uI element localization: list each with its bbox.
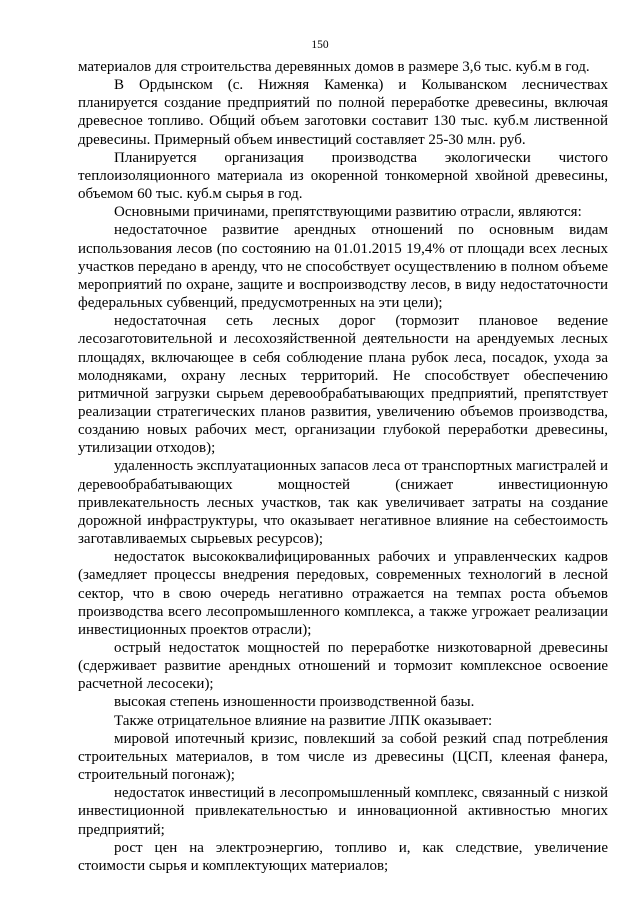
paragraph: Планируется организация производства экологически чистого теплоизоляционного материала из окоренной тонкомерной хвойной древесины, объемом 60 тыс. куб.м сырья в год. xyxy=(78,149,608,203)
page-number: 150 xyxy=(311,39,329,51)
paragraph: материалов для строительства деревянных домов в размере 3,6 тыс. куб.м в год. xyxy=(78,59,590,75)
list-item: высокая степень изношенности производственной базы. xyxy=(114,694,475,711)
list-item: рост цен на электроэнергию, топливо и, как следствие, увеличение стоимости сырья и комплектующих материалов; xyxy=(78,839,608,874)
list-item: недостаточное развитие арендных отношений по основным видам использования лесов (по состоянию на 01.01.2015 19,4% от площади всех лесных участков передано в аренду, что не способствует осуществлению в полном объеме мероприятий по охране, защите и воспроизводству лесов, в виду недостаточности федеральных субвенций, предусмотренных на эти цели); xyxy=(78,222,608,312)
list-item: недостаток инвестиций в лесопромышленный комплекс, связанный с низкой инвестиционной привлекательностью и инновационной активностью многих предприятий; xyxy=(78,785,608,838)
list-item: мировой ипотечный кризис, повлекший за собой резкий спад потребления строительных материалов, в том числе из древесины (ЦСП, клееная фанера, строительный погонаж); xyxy=(78,730,608,784)
list-item: удаленность эксплуатационных запасов леса от транспортных магистралей и деревообрабатывающих мощностей (снижает инвестиционную привлекательность лесных участков, так как увеличивает затраты на создание дорожной инфраструктуры, что оказывает негативное влияние на себестоимость заготавливаемых сырьевых ресурсов); xyxy=(78,458,608,548)
paragraph: В Ордынском (с. Нижняя Каменка) и Колыванском лесничествах планируется создание предприятий по полной переработке древесины, включая древесное топливо. Общий объем заготовки составит 130 тыс. куб.м лиственной древесины. Примерный объем инвестиций составляет 25-30 млн. руб. xyxy=(78,77,608,148)
list-item: недостаточная сеть лесных дорог (тормозит плановое ведение лесозаготовительной и лесохозяйственной деятельности на арендуемых лесных площадях, включающее в себя соблюдение плана рубок леса, посадок, ухода за молодняками, охрану лесных территорий. Не способствует обеспечению ритмичной загрузки сырьем деревообрабатывающих предприятий, препятствует реализации стратегических планов развития, увеличению объемов производства, созданию новых рабочих мест, организации глубокой переработки древесины, утилизации отходов); xyxy=(78,313,608,457)
paragraph: Также отрицательное влияние на развитие ЛПК оказывает: xyxy=(114,712,493,729)
list-item: недостаток высококвалифицированных рабочих и управленческих кадров (замедляет процессы внедрения передовых, современных технологий в лесной сектор, что в свою очередь негативно отражается на темпах роста объемов производства всего лесопромышленного комплекса, а также угрожает реализации инвестиционных проектов отрасли); xyxy=(78,549,608,638)
list-item: острый недостаток мощностей по переработке низкотоварной древесины (сдерживает развитие арендных отношений и тормозит комплексное освоение расчетной лесосеки); xyxy=(78,640,608,693)
paragraph: Основными причинами, препятствующими развитию отрасли, являются: xyxy=(114,204,582,221)
document-body xyxy=(78,58,608,875)
